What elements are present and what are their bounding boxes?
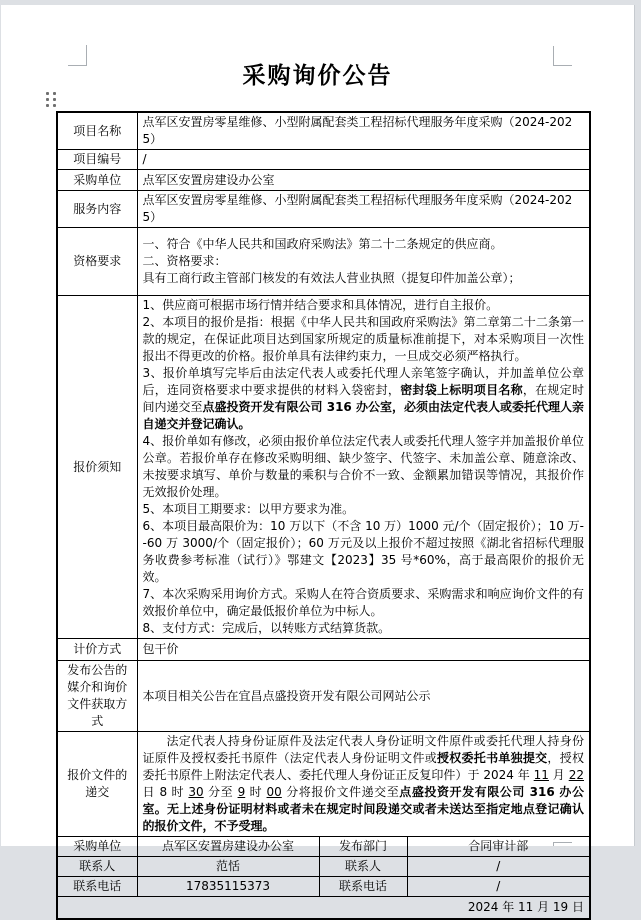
value-cell: 包干价 [137, 639, 590, 661]
handle-dot [46, 92, 49, 95]
value-cell: 本项目相关公告在宜昌点盛投资开发有限公司网站公示 [137, 661, 590, 732]
page-title: 采购询价公告 [242, 63, 393, 89]
paragraph [143, 433, 585, 501]
value-cell: 合同审计部 [407, 837, 590, 857]
paragraph: 二、资格要求： [142, 254, 227, 268]
date-cell: 2024 年 11 月 19 日 [57, 897, 590, 919]
label-cell: 采购单位 [57, 170, 137, 191]
value-cell: / [407, 877, 590, 897]
handle-dot [46, 104, 49, 107]
text-segment: 2、本项目的报价是指：根据《中华人民共和国政府采购法》第二章第二十二条第一款的规定，在保证此项目达到国家所规定的质量标准前提下，对本采购项目一次性报出不得更改的价格。报价单具有法律约束力，一旦成交必须严格执行。 [142, 315, 584, 363]
text-segment: 1、供应商可根据市场行情并结合要求和具体情况，进行自主报价。 [142, 298, 499, 312]
value-cell: 点军区安置房建设办公室 [137, 837, 319, 857]
text-segment: 点盛投资开发有限公司 316 办公室，必须由法定代表人或委托代理人亲自递交并登记确认。 [142, 400, 584, 431]
handle-dot [46, 98, 49, 101]
row-pricing-method [57, 639, 590, 661]
paragraph [143, 365, 585, 433]
text-segment: 月 [548, 768, 569, 782]
text-segment: ，授权委托书原件上附法定代表人、委托代理人身份证正反复印件）于 2024 年 [142, 751, 584, 782]
text-segment: 30 [188, 785, 204, 799]
label-cell: 采购单位 [57, 837, 137, 857]
value-cell: 17835115373 [137, 877, 319, 897]
text-segment: 3、报价单填写完毕后由法定代表人或委托代理人亲笔签字确认，并加盖单位公章后，连同资格要求中要求提供的材料入袋密封， [142, 366, 584, 397]
label-cell: 联系人 [57, 857, 137, 877]
document-page [1, 5, 635, 914]
value-cell: 点军区安置房零星维修、小型附属配套类工程招标代理服务年度采购（2024-2025） [137, 112, 590, 150]
label-cell: 发布部门 [319, 837, 407, 857]
text-segment: 8、支付方式：完成后，以转账方式结算货款。 [142, 621, 391, 635]
value-cell: 范恬 [137, 857, 319, 877]
label-cell: 项目编号 [57, 150, 137, 170]
paragraph [143, 297, 585, 314]
row-project-number [57, 150, 590, 170]
text-segment: 22 [568, 768, 584, 782]
paragraph [143, 314, 585, 365]
label-cell: 联系人 [319, 857, 407, 877]
paragraph [143, 620, 585, 637]
label-cell: 资格要求 [57, 228, 137, 296]
text-segment: 日 8 时 [142, 785, 189, 799]
text-segment: 时 [245, 785, 267, 799]
text-segment: 4、报价单如有修改，必须由报价单位法定代表人或委托代理人签字并加盖报价单位公章。若报价单存在修改采购明细、缺少签字、代签字、未加盖公章、随意涂改、未按要求填写、单价与数量的乘积与合价不一致、金额累加错误等情况，其报价作无效报价处理。 [142, 434, 584, 499]
text-segment: 点盛投资开发有限公司 316 办公室。无上述身份证明材料或者未在规定时间段递交或者未送达至指定地点登记确认的报价文件，不予受理。 [142, 785, 584, 833]
text-segment: 法定代表人持身份证原件及法定代表人身份证明文件原件或委托代理人持身份证原件及授权委托书原件（法定代表人身份证明文件或 [142, 734, 584, 765]
value-cell: 点军区安置房建设办公室 [137, 170, 590, 191]
label-cell: 联系电话 [57, 877, 137, 897]
label-cell: 计价方式 [57, 639, 137, 661]
label-cell: 服务内容 [57, 191, 137, 228]
label-cell: 联系电话 [319, 877, 407, 897]
row-purchasing-unit [57, 170, 590, 191]
mark-line [553, 842, 572, 843]
row-service-content [57, 191, 590, 228]
label-cell: 报价须知 [57, 296, 137, 639]
row-footer-contact [57, 857, 590, 877]
text-segment: 5、本项目工期要求：以甲方要求为准。 [142, 502, 355, 516]
value-cell: / [407, 857, 590, 877]
paragraph: 具有工商行政主管部门核发的有效法人营业执照（提复印件加盖公章）； [142, 271, 521, 285]
announcement-table [56, 111, 591, 920]
handle-dot [53, 104, 56, 107]
table-handle-icon [46, 92, 56, 107]
row-submission [57, 732, 590, 837]
text-segment: 授权委托书单独提交 [436, 751, 548, 765]
paragraph: 一、符合《中华人民共和国政府采购法》第二十二条规定的供应商。 [142, 237, 503, 251]
value-cell: / [137, 150, 590, 170]
text-segment: 分至 [203, 785, 238, 799]
paragraph [143, 501, 585, 518]
paragraph [143, 586, 585, 620]
row-quote-notes [57, 296, 590, 639]
submission-content [137, 732, 590, 837]
handle-dot [53, 98, 56, 101]
text-segment: 11 [533, 768, 549, 782]
mark-line [553, 65, 572, 66]
paragraph [143, 518, 585, 586]
label-cell: 报价文件的递交 [57, 732, 137, 837]
mark-line [68, 65, 87, 66]
mark-line [553, 842, 554, 846]
mark-line [86, 45, 87, 66]
row-date [57, 897, 590, 919]
handle-dot [53, 92, 56, 95]
row-footer-phone [57, 877, 590, 897]
label-cell: 发布公告的媒介和询价文件获取方式 [57, 661, 137, 732]
quote-notes-content [137, 296, 590, 639]
text-segment: 密封袋上标明项目名称 [400, 383, 523, 397]
text-segment: 00 [266, 785, 282, 799]
submission-paragraph [143, 733, 585, 835]
mark-line [553, 46, 554, 66]
text-segment: 6、本项目最高限价为：10 万以下（不含 10 万）1000 元/个（固定报价）；10 万--60 万 3000/个（固定报价）；60 万元及以上报价不超过按照《湖北省招标代理服务收费参考标准（试行）》鄂建文【2023】35 号*60%，高于最高限价的报价无效。 [142, 519, 584, 584]
row-footer-units [57, 837, 590, 857]
text-segment: 7、本次采购采用询价方式。采购人在符合资质要求、采购需求和响应询价文件的有效报价单位中，确定最低报价单位为中标人。 [142, 587, 584, 618]
row-project-name [57, 112, 590, 150]
text-segment: 分将报价文件递交至 [281, 785, 400, 799]
text-segment: 9 [237, 785, 246, 799]
row-announcement-media [57, 661, 590, 732]
qualification-content [137, 228, 590, 296]
value-cell: 点军区安置房零星维修、小型附属配套类工程招标代理服务年度采购（2024-2025） [137, 191, 590, 228]
text-segment: ，在规定时间内递交至 [142, 383, 584, 414]
label-cell: 项目名称 [57, 112, 137, 150]
row-qualification [57, 228, 590, 296]
